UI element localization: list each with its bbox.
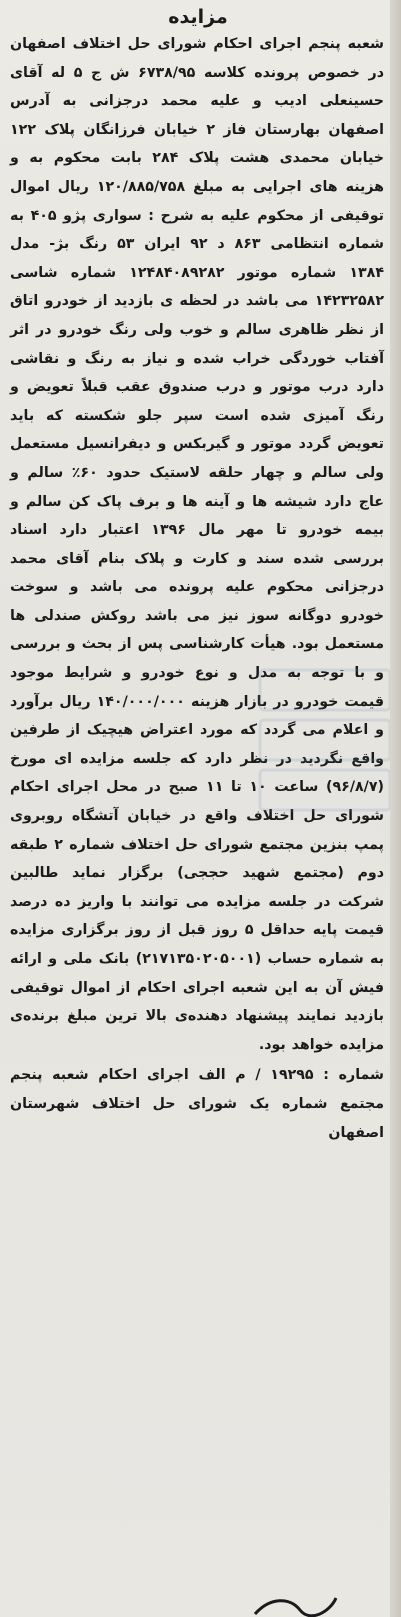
notice-footer: شماره : ۱۹۲۹۵ / م الف اجرای احکام شعبه پنجم مجتمع شماره یک شورای حل اختلاف شهرستان اصفهان bbox=[10, 1067, 384, 1141]
ink-mark-icon bbox=[250, 1592, 340, 1617]
scan-edge bbox=[390, 0, 401, 1617]
notice-body: شعبه پنجم اجرای احکام شورای حل اختلاف اصفهان در خصوص پرونده کلاسه ۶۷۳۸/۹۵ ش ج ۵ له آقای حسینعلی ادیب و علیه محمد درجزانی به آدرس اصفهان بهارستان فاز ۲ خیابان فرزانگان پلاک ۱۲۲ خیابان محمدی هشت پلاک ۲۸۴ بابت محکوم به و هزینه های اجرایی به مبلغ ۱۲۰/۸۸۵/۷۵۸ ریال اموال توقیفی از محکوم علیه به شرح : سواری پژو ۴۰۵ به شماره انتظامی ۸۶۳ د ۹۲ ایران ۵۳ رنگ بژ- مدل ۱۳۸۴ شماره موتور ۱۲۴۸۴۰۸۹۲۸۲ شماره شاسی ۱۴۲۳۲۵۸۲ می باشد در لحظه ی بازدید از خودرو اتاق از نظر ظاهری سالم و خوب ولی رنگ خودرو در اثر آفتاب خوردگی خراب شده و نیاز به رنگ و نقاشی دارد درب موتور و درب صندوق عقب قبلاً تعویض و رنگ آمیزی شده است سپر جلو شکسته که باید تعویض گردد موتور و گیربکس و دیفرانسیل مستعمل ولی سالم و چهار حلقه لاستیک حدود ۶۰٪ سالم و عاج دارد شیشه ها و آینه ها و برف پاک کن سالم و بیمه خودرو تا مهر مال ۱۳۹۶ اعتبار دارد اسناد بررسی شده سند و کارت و پلاک بنام آقای محمد درجزانی محکوم علیه پرونده می باشد و سوخت خودرو دوگانه سوز نیز می باشد روکش صندلی ها مستعمل بود. هیأت کارشناسی پس از بحث و بررسی و با توجه به مدل و نوع خودرو و شرایط موجود قیمت خودرو در بازار هزینه ۱۴۰/۰۰۰/۰۰۰ ریال برآورد و اعلام می گردد که مورد اعتراض هیچیک از طرفین واقع نگردید در نظر دارد که جلسه مزایده ای مورخ (۹۶/۸/۷) ساعت ۱۰ تا ۱۱ صبح در محل اجرای احکام شورای حل اختلاف واقع در خیابان آتشگاه روبروی پمپ بنزین مجتمع شورای حل اختلاف شماره ۲ طبقه دوم (مجتمع شهید حججی) برگزار نماید طالبین شرکت در جلسه مزایده می توانند با واریز ده درصد قیمت پایه حداقل ۵ روز قبل از روز برگزاری مزایده به شماره حساب (۲۱۷۱۳۵۰۲۰۵۰۰۱) بانک ملی و ارائه فیش آن به این شعبه اجرای احکام از اموال توقیفی بازدید نمایند پیشنهاد دهنده‌ی بالا ترین مبلغ برنده‌ی مزایده خواهد بود. bbox=[10, 36, 385, 1053]
auction-notice-clipping bbox=[6, 0, 390, 1617]
notice-title: مزایده bbox=[168, 6, 228, 28]
